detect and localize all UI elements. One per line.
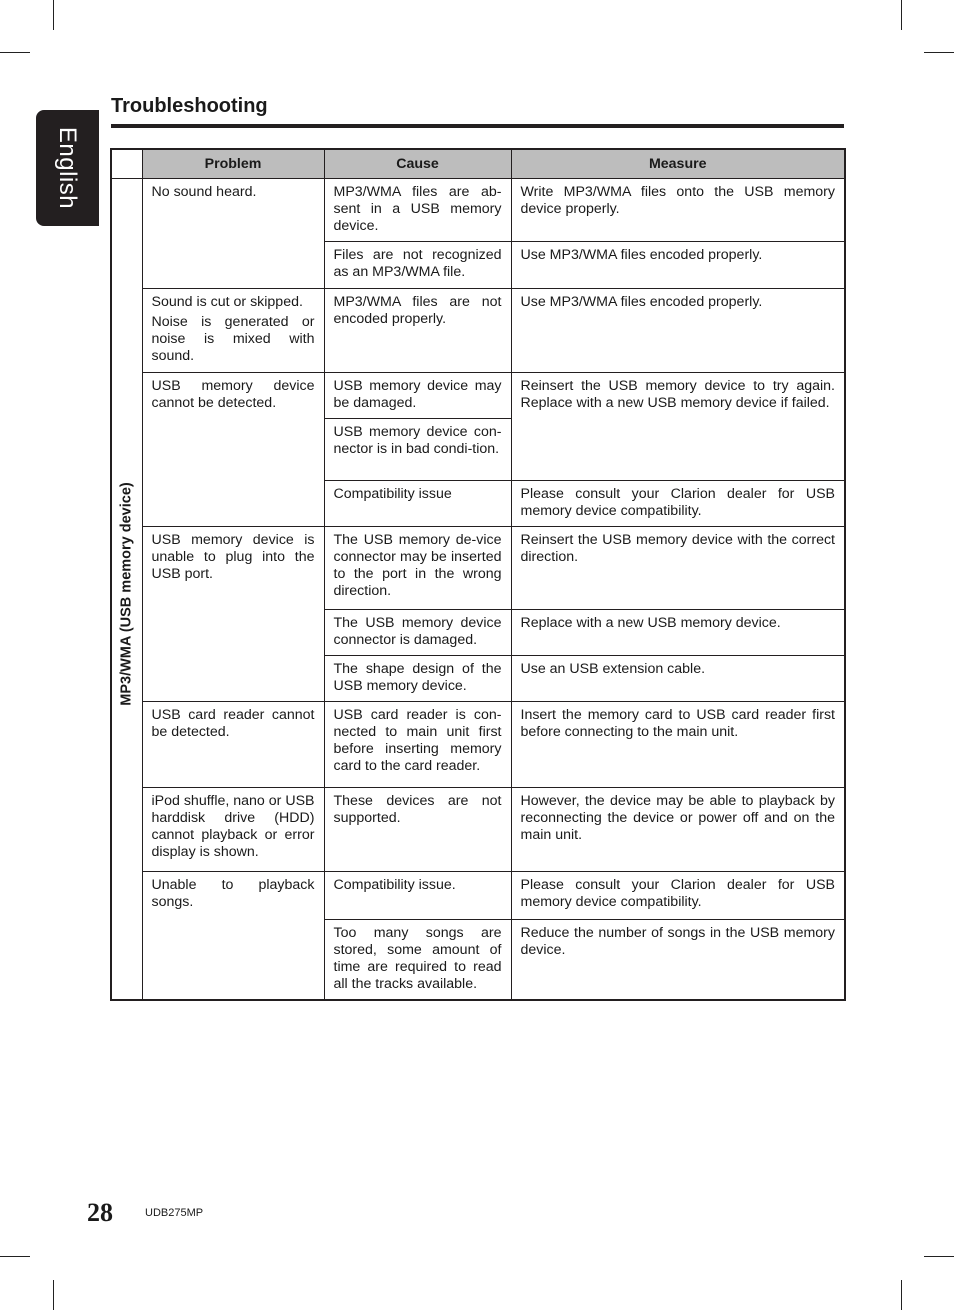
- cause-cell: Files are not recognized as an MP3/WMA file.: [324, 242, 511, 289]
- measure-cell: Write MP3/WMA files onto the USB memory device properly.: [511, 179, 845, 242]
- troubleshooting-table: [110, 148, 846, 1001]
- measure-cell: Replace with a new USB memory device.: [511, 610, 845, 656]
- problem-cell: [142, 527, 324, 702]
- cause-cell: MP3/WMA files are not encoded properly.: [324, 289, 511, 373]
- table-header-row: [111, 149, 845, 179]
- header-measure: Measure: [511, 149, 845, 179]
- measure-cell: Use MP3/WMA files encoded properly.: [511, 242, 845, 289]
- problem-cell: [142, 702, 324, 788]
- problem-text: Noise is generated or noise is mixed with sound.: [151, 314, 315, 364]
- problem-text: iPod shuffle, nano or USB harddisk drive (HDD) cannot playback or error display is shown.: [151, 793, 315, 860]
- cause-cell: The shape design of the USB memory device.: [324, 656, 511, 702]
- language-tab-label: English: [54, 126, 81, 210]
- measure-cell: Use an USB extension cable.: [511, 656, 845, 702]
- cause-cell: Compatibility issue.: [324, 872, 511, 920]
- measure-cell: Reinsert the USB memory device with the correct direction.: [511, 527, 845, 610]
- measure-cell: Please consult your Clarion dealer for USB memory device compatibility.: [511, 481, 845, 527]
- table-row: [111, 179, 845, 242]
- problem-text: No sound heard.: [151, 184, 257, 200]
- page-number: 28: [87, 1198, 113, 1227]
- table-row: [111, 788, 845, 872]
- problem-text: Sound is cut or skipped.: [151, 294, 303, 310]
- problem-cell: [142, 289, 324, 373]
- header-blank-cell: [111, 149, 142, 179]
- table-row: [111, 373, 845, 419]
- measure-cell: However, the device may be able to playback by reconnecting the device or power off and on the main unit.: [511, 788, 845, 872]
- problem-text: USB memory device is unable to plug into the USB port.: [151, 532, 315, 582]
- measure-cell: Use MP3/WMA files encoded properly.: [511, 289, 845, 373]
- problem-text: USB card reader cannot be detected.: [151, 707, 315, 740]
- header-problem: Problem: [142, 149, 324, 179]
- side-category-label: MP3/WMA (USB memory device): [118, 482, 135, 706]
- cause-cell: The USB memory de-vice connector may be inserted to the port in the wrong direction.: [324, 527, 511, 610]
- problem-text: USB memory device cannot be detected.: [151, 378, 315, 411]
- problem-cell: [142, 872, 324, 1001]
- cause-cell: USB memory device may be damaged.: [324, 373, 511, 419]
- cause-cell: USB memory device con-nector is in bad condi-tion.: [324, 419, 511, 481]
- page-title: Troubleshooting: [111, 95, 268, 117]
- language-tab: [36, 110, 99, 226]
- crop-mark: [924, 1256, 954, 1257]
- crop-mark: [0, 1256, 30, 1257]
- table-row: [111, 527, 845, 610]
- measure-cell: Insert the memory card to USB card reader first before connecting to the main unit.: [511, 702, 845, 788]
- crop-mark: [0, 52, 30, 53]
- crop-mark: [924, 52, 954, 53]
- measure-cell: Reinsert the USB memory device to try again. Replace with a new USB memory device if failed.: [511, 373, 845, 481]
- cause-cell: Compatibility issue: [324, 481, 511, 527]
- table-row: [111, 872, 845, 920]
- cause-cell: These devices are not supported.: [324, 788, 511, 872]
- cause-cell: The USB memory device connector is damaged.: [324, 610, 511, 656]
- title-divider: [111, 124, 844, 128]
- problem-cell: [142, 373, 324, 527]
- table-row: [111, 702, 845, 788]
- crop-mark: [901, 1280, 902, 1310]
- cause-cell: MP3/WMA files are ab-sent in a USB memory device.: [324, 179, 511, 242]
- measure-cell: Please consult your Clarion dealer for USB memory device compatibility.: [511, 872, 845, 920]
- side-category-cell: [111, 179, 142, 1001]
- measure-cell: Reduce the number of songs in the USB memory device.: [511, 920, 845, 1001]
- model-number: UDB275MP: [145, 1207, 204, 1219]
- crop-mark: [53, 0, 54, 30]
- cause-cell: Too many songs are stored, some amount of time are required to read all the tracks available.: [324, 920, 511, 1001]
- cause-cell: USB card reader is con-nected to main unit first before inserting memory card to the card reader.: [324, 702, 511, 788]
- problem-cell: [142, 179, 324, 289]
- header-cause: Cause: [324, 149, 511, 179]
- crop-mark: [53, 1280, 54, 1310]
- table-row: [111, 289, 845, 373]
- problem-cell: [142, 788, 324, 872]
- crop-mark: [901, 0, 902, 30]
- problem-text: Unable to playback songs.: [151, 877, 315, 910]
